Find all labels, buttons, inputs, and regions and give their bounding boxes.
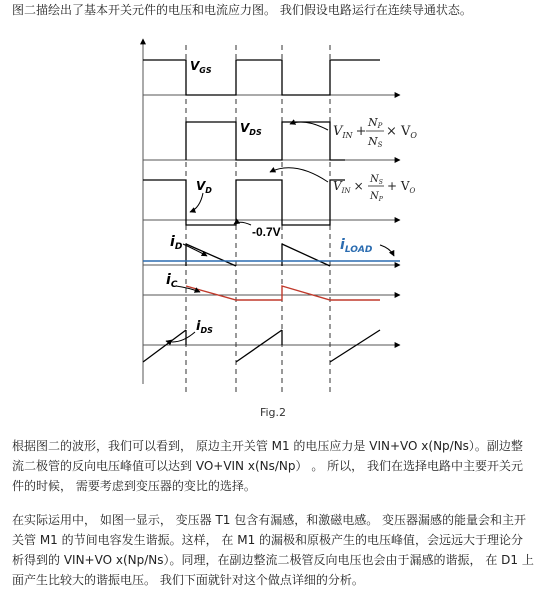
label-vd: $V_D$	[196, 179, 212, 195]
arrow-iload	[380, 245, 394, 256]
figure-caption: Fig.2	[259, 406, 287, 419]
label-ic: $i_C$	[166, 272, 178, 290]
svg-text:VIN×: $V_{IN}$ ×	[333, 179, 364, 195]
svg-text:+ VO: + $V_O$	[387, 179, 416, 195]
svg-text:NP: $N_P$	[370, 191, 383, 203]
label-iload: $i_{LOAD}$	[340, 237, 373, 255]
label-ids: $i_{DS}$	[196, 319, 213, 335]
label-id: $i_D$	[170, 234, 183, 252]
formula-vd	[333, 174, 416, 203]
svg-text:NS: NS	[368, 135, 383, 149]
ids-trace	[143, 330, 380, 362]
svg-text:VIN+: $V_{IN}$ +	[333, 124, 367, 140]
ic-trace	[186, 286, 380, 300]
vds-trace	[186, 122, 345, 160]
paragraph-1: 根据图二的波形，我们可以看到， 原边主开关管 M1 的电压应力是 VIN+VO x(Np/Ns）。副边整流二极管的反向电压峰值可以达到 VO+VIN x(Ns/Np） 。 所以， 我们在选择电路中主要开关元件的时候， 需要考虑到变压器的变比的选择。	[12, 439, 523, 493]
axes	[143, 39, 400, 384]
arrow-formula1	[290, 122, 328, 130]
formula-vds	[333, 116, 417, 149]
label-vgs: $V_{GS}$	[190, 59, 212, 75]
svg-text:× VO: × $V_O$	[386, 124, 417, 140]
svg-text:NP: NP	[368, 116, 383, 130]
vgs-trace	[143, 60, 380, 95]
vd-trace	[143, 180, 345, 225]
arrow-vd	[190, 193, 203, 212]
intro-text: 图二描绘出了基本开关元件的电压和电流应力图。 我们假设电路运行在连续导通状态。	[12, 3, 472, 17]
paragraph-2: 在实际运用中， 如图一显示， 变压器 T1 包含有漏感，和激磁电感。 变压器漏感的能量会和主开关管 M1 的节间电容发生谐振。这样， 在 M1 的漏极和原极产生的电压峰值，会远远大于理论分析得到的 VIN+VO x(Np/Ns）。同理，在副边整流二极管反向电压也会由于漏感的谐振， 在 D1 上面产生比较大的谐振电压。 我们下面就针对这个做点详细的分析。	[12, 513, 534, 587]
label-neg07: -0.7V	[252, 225, 281, 239]
svg-text:NS: $N_S$	[370, 174, 383, 186]
label-vds: $V_{DS}$	[240, 121, 262, 137]
id-trace	[186, 244, 330, 266]
